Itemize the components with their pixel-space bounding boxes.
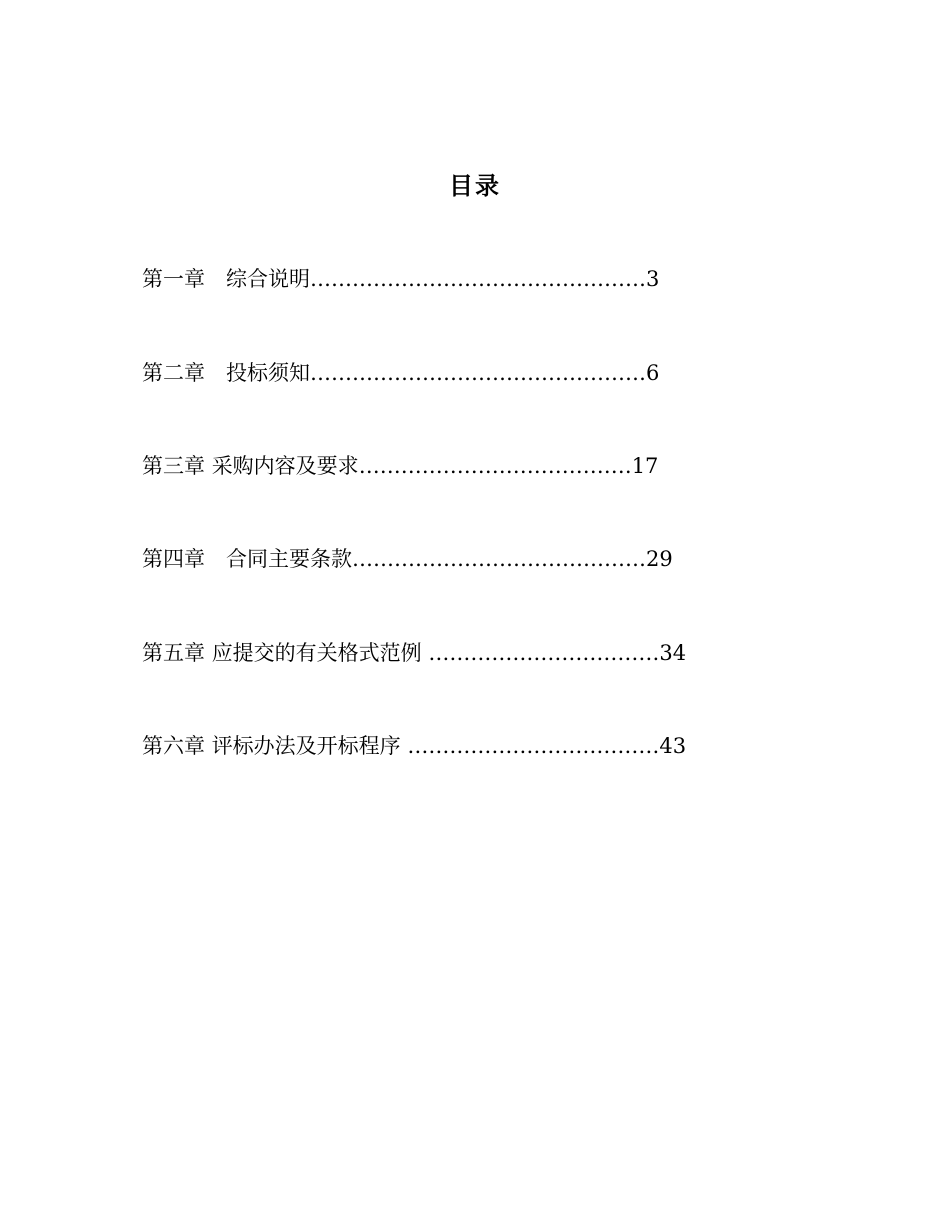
toc-entry-chapter-1 <box>142 263 659 295</box>
dot-leader: ………………………………………… <box>310 361 646 385</box>
chapter-number: 第六章 <box>142 734 205 758</box>
spacer <box>205 547 226 571</box>
chapter-number: 第三章 <box>142 454 205 478</box>
chapter-number: 第四章 <box>142 547 205 571</box>
toc-entry-chapter-5 <box>142 637 686 669</box>
chapter-number: 第五章 <box>142 641 205 665</box>
spacer <box>205 454 212 478</box>
spacer <box>205 641 212 665</box>
chapter-heading: 合同主要条款 <box>226 547 352 571</box>
page-number: 6 <box>646 361 660 385</box>
page-number: 29 <box>646 547 673 571</box>
chapter-number: 第一章 <box>142 267 205 291</box>
toc-title: 目录 <box>449 172 501 200</box>
chapter-heading: 综合说明 <box>226 267 310 291</box>
dot-leader: ………………………………… <box>358 454 632 478</box>
toc-entry-chapter-2 <box>142 357 659 389</box>
chapter-heading: 采购内容及要求 <box>211 454 359 478</box>
spacer <box>205 267 226 291</box>
toc-entry-chapter-6 <box>142 730 686 762</box>
dot-leader: …………………………………… <box>352 547 646 571</box>
page-number: 34 <box>659 641 687 665</box>
dot-leader: ………………………………………… <box>310 267 646 291</box>
dot-leader: …………………………… <box>428 641 660 665</box>
chapter-heading: 评标办法及开标程序 <box>211 734 408 758</box>
chapter-heading: 投标须知 <box>226 361 310 385</box>
page-number: 17 <box>631 454 659 478</box>
chapter-heading: 应提交的有关格式范例 <box>211 641 429 665</box>
spacer <box>205 361 226 385</box>
page-number: 43 <box>659 734 687 758</box>
toc-entry-chapter-4 <box>142 543 673 575</box>
toc-entry-chapter-3 <box>142 450 658 482</box>
spacer <box>205 734 212 758</box>
chapter-number: 第二章 <box>142 361 205 385</box>
page-number: 3 <box>646 267 660 291</box>
dot-leader: ……………………………… <box>407 734 660 758</box>
